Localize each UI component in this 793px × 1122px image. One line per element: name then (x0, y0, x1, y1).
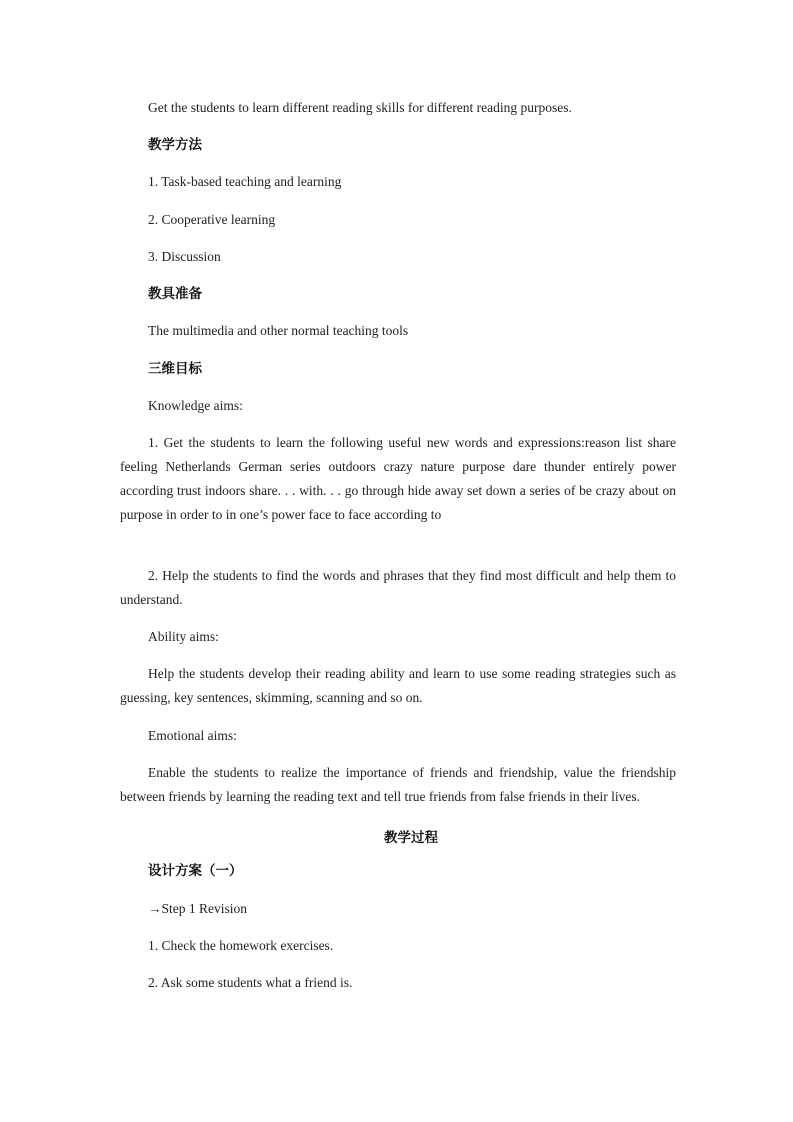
heading-teaching-methods: 教学方法 (148, 137, 202, 153)
method-item-3: 3. Discussion (148, 249, 221, 264)
tools-text: The multimedia and other normal teaching tools (148, 323, 409, 338)
step-1-revision: →Step 1 Revision (148, 901, 248, 916)
knowledge-aims-paragraph-2: 2. Help the students to find the words and phrases that they find most difficult and help them to understand. (120, 568, 676, 607)
emotional-aims-paragraph: Enable the students to realize the importance of friends and friendship, value the friendship between friends by learning the reading text and tell true friends from false friends in their lives. (120, 765, 676, 804)
step-item-check-homework: 1. Check the homework exercises. (148, 938, 334, 953)
intro-sentence: Get the students to learn different reading skills for different reading purposes. (148, 100, 572, 115)
heading-three-dimensional-goals: 三维目标 (148, 361, 202, 377)
method-item-1: 1. Task-based teaching and learning (148, 174, 342, 189)
ability-aims-paragraph: Help the students develop their reading ability and learn to use some reading strategies such as guessing, key sentences, skimming, scanning and so on. (120, 666, 676, 705)
method-item-2: 2. Cooperative learning (148, 212, 276, 227)
heading-teaching-process: 教学过程 (384, 830, 438, 846)
knowledge-aims-label: Knowledge aims: (148, 398, 243, 413)
emotional-aims-label: Emotional aims: (148, 728, 237, 743)
heading-design-plan-one: 设计方案（一） (148, 863, 243, 879)
heading-teaching-tools: 教具准备 (148, 286, 202, 302)
knowledge-aims-paragraph-1: 1. Get the students to learn the following useful new words and expressions:reason list share feeling Netherlands German series outdoors crazy nature purpose dare thunder entirely power according trust indoors share. . . with. . . go through hide away set down a series of be crazy about on purpose in order to in one’s power face to face according to (120, 435, 676, 522)
step-item-ask-students: 2. Ask some students what a friend is. (148, 975, 353, 990)
ability-aims-label: Ability aims: (148, 629, 219, 644)
